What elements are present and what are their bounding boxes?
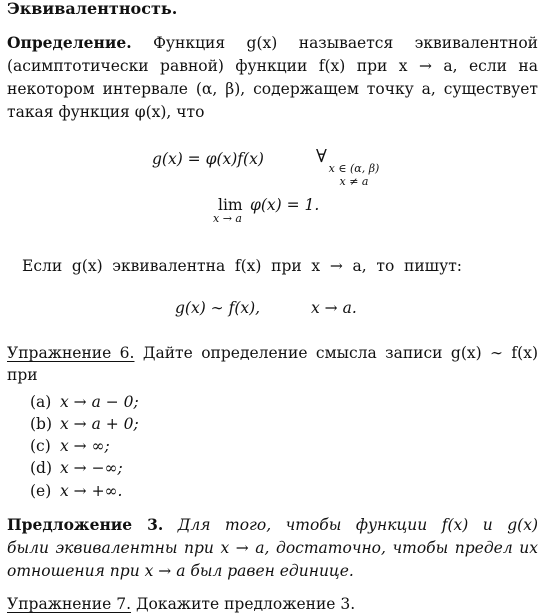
exercise-6-text: Дайте определение смысла записи g(x) ∼ f(x) <box>134 344 539 362</box>
forall-condition-2: x ≠ a <box>339 175 369 188</box>
section-title: Эквивалентность. <box>7 0 178 18</box>
remark-text: Если g(x) эквивалентна f(x) при x → a, то пишут: <box>22 257 462 275</box>
definition-line-4: такая функция φ(x), что <box>7 103 205 121</box>
formula-3-left: g(x) ∼ f(x), <box>175 299 261 317</box>
limit-subscript: x → a <box>213 212 242 225</box>
formula-1-lhs: g(x) = φ(x)f(x) <box>152 150 264 168</box>
exercise-item-text: x → ∞; <box>60 437 110 455</box>
exercise-7-label: Упражнение 7. <box>7 595 132 613</box>
limit-operator: lim <box>218 196 243 214</box>
exercise-item <box>30 457 123 479</box>
exercise-item-text: x → −∞; <box>60 459 123 477</box>
exercise-item-text: x → a − 0; <box>60 393 139 411</box>
formula-3-right: x → a. <box>311 299 357 317</box>
exercise-item <box>30 480 122 502</box>
exercise-item-label: (e) <box>30 482 52 500</box>
proposition-3-line-1 <box>7 514 538 536</box>
exercise-item-label: (a) <box>30 393 52 411</box>
formula-2-rest: φ(x) = 1. <box>250 196 320 214</box>
proposition-3-line-1-text: Для того, чтобы функции f(x) и g(x) <box>177 516 539 534</box>
proposition-3-line-3: отношения при x → a был равен единице. <box>7 562 354 580</box>
exercise-item <box>30 391 139 413</box>
exercise-7-line <box>7 593 355 615</box>
exercise-6-line-2: при <box>7 366 38 384</box>
definition-line-1-text: Функция g(x) называется эквивалентной <box>153 34 538 52</box>
exercise-6-line-1 <box>7 342 538 364</box>
exercise-6-label: Упражнение 6. <box>7 344 135 362</box>
exercise-7-text: Докажите предложение 3. <box>131 595 356 613</box>
definition-label: Определение. <box>7 33 132 52</box>
definition-line-2: (асимптотически равной) функции f(x) при x → a, если на <box>7 57 538 75</box>
exercise-item-label: (b) <box>30 415 53 433</box>
exercise-item-text: x → +∞. <box>60 482 123 500</box>
exercise-item-label: (c) <box>30 437 51 455</box>
proposition-3-line-2: были эквивалентны при x → a, достаточно, чтобы предел их <box>7 539 538 557</box>
exercise-item-text: x → a + 0; <box>60 415 139 433</box>
definition-line-1 <box>7 32 538 54</box>
forall-condition-1: x ∈ (α, β) <box>328 162 380 175</box>
exercise-item-label: (d) <box>30 459 53 477</box>
definition-line-3: некотором интервале (α, β), содержащем точку a, существует <box>7 80 538 98</box>
forall-symbol: ∀ <box>316 146 327 167</box>
exercise-item <box>30 413 139 435</box>
proposition-3-label: Предложение 3. <box>7 515 164 534</box>
exercise-item <box>30 435 110 457</box>
